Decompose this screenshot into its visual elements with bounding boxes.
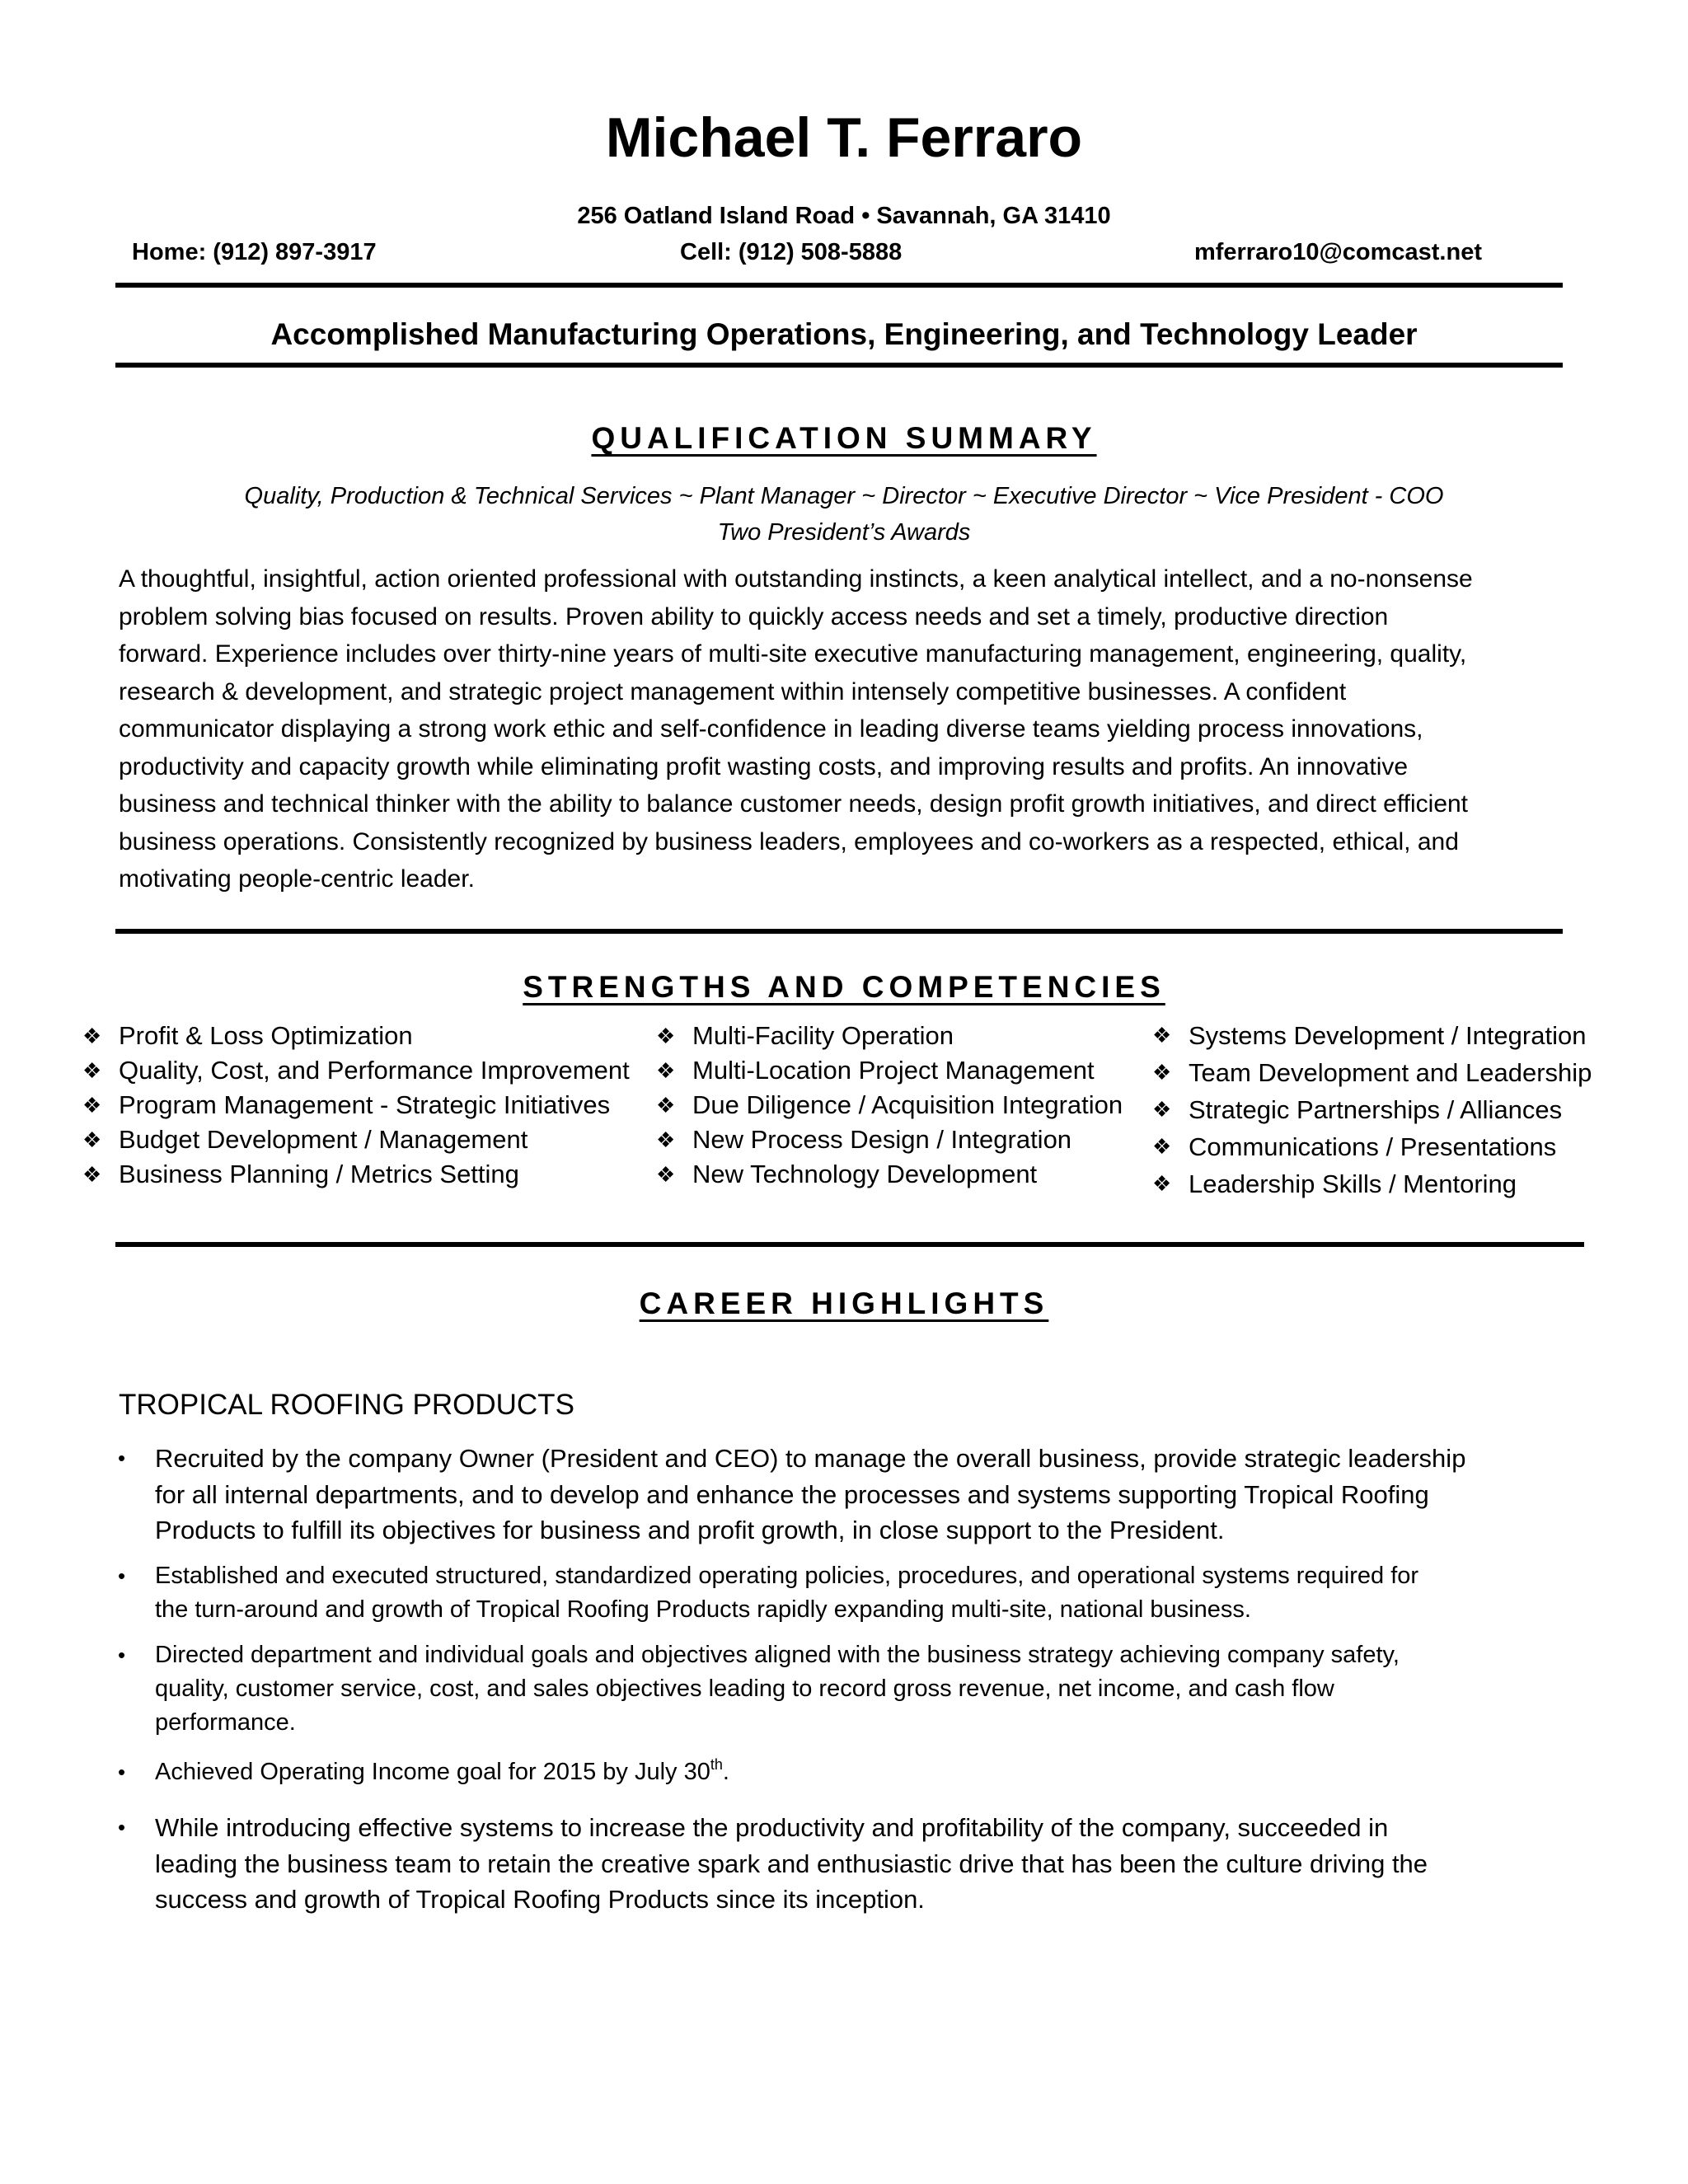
summary-paragraph xyxy=(119,560,1569,898)
bullet-icon: • xyxy=(118,1643,126,1667)
highlight-line: success and growth of Tropical Roofing Products since its inception. xyxy=(155,1885,925,1914)
highlight-line: Directed department and individual goals and objectives aligned with the business strategy achieving company safety, xyxy=(155,1642,1400,1668)
competency-item xyxy=(1152,1091,1592,1128)
competency-label: New Process Design / Integration xyxy=(692,1125,1072,1154)
highlight-line: the turn-around and growth of Tropical Roofing Products rapidly expanding multi-site, national business. xyxy=(155,1596,1251,1623)
candidate-name: Michael T. Ferraro xyxy=(605,106,1083,169)
awards-line: Two President’s Awards xyxy=(717,519,971,546)
diamond-bullet-icon: ❖ xyxy=(1152,1060,1172,1085)
competency-label: Multi-Location Project Management xyxy=(692,1056,1095,1085)
cell-phone: Cell: (912) 508-5888 xyxy=(680,239,903,265)
highlight-text: Achieved Operating Income goal for 2015 by July 30 xyxy=(155,1759,710,1785)
highlight-line: Recruited by the company Owner (President and CEO) to manage the overall business, provide strategic leadership xyxy=(155,1444,1466,1473)
diamond-bullet-icon: ❖ xyxy=(82,1058,102,1083)
competency-label: Multi-Facility Operation xyxy=(692,1021,954,1050)
highlight-item xyxy=(118,1638,1573,1740)
ordinal-suffix: th xyxy=(710,1756,723,1773)
professional-headline: Accomplished Manufacturing Operations, Engineering, and Technology Leader xyxy=(270,317,1418,351)
bullet-icon: • xyxy=(118,1563,126,1588)
highlight-item xyxy=(118,1755,1573,1789)
highlight-item xyxy=(118,1441,1573,1549)
summary-line: forward. Experience includes over thirty-nine years of multi-site executive manufacturing management, engineering, quality, xyxy=(119,640,1467,668)
summary-line: problem solving bias focused on results. Proven ability to quickly access needs and set a timely, productive direction xyxy=(119,602,1389,630)
career-highlights-heading xyxy=(0,1284,1688,1324)
competency-label: Due Diligence / Acquisition Integration xyxy=(692,1090,1123,1119)
competency-column-1 xyxy=(82,1019,630,1192)
summary-line: productivity and capacity growth while eliminating profit wasting costs, and improving results and profits. An innovative xyxy=(119,752,1409,780)
competency-column-2 xyxy=(656,1019,1123,1192)
strengths-heading xyxy=(0,968,1688,1007)
email-address[interactable]: mferraro10@comcast.net xyxy=(1193,239,1482,265)
diamond-bullet-icon: ❖ xyxy=(1152,1023,1172,1047)
competency-item xyxy=(82,1088,630,1122)
competency-item xyxy=(656,1088,1123,1122)
summary-line: business operations. Consistently recognized by business leaders, employees and co-workers as a respected, ethical, and xyxy=(119,827,1459,855)
highlight-item xyxy=(118,1559,1573,1627)
competency-label: Leadership Skills / Mentoring xyxy=(1189,1169,1517,1198)
section-heading-text: QUALIFICATION SUMMARY xyxy=(591,421,1097,455)
competency-label: Strategic Partnerships / Alliances xyxy=(1189,1095,1563,1124)
divider-rule xyxy=(115,1242,1584,1247)
highlight-line: Products to fulfill its objectives for business and profit growth, in close support to the President. xyxy=(155,1516,1225,1544)
divider-rule xyxy=(115,363,1563,368)
bullet-icon: • xyxy=(118,1760,126,1784)
competency-item xyxy=(82,1019,630,1053)
roles-line: Quality, Production & Technical Services ~ Plant Manager ~ Director ~ Executive Director ~ Vice President - COO xyxy=(244,483,1444,509)
highlight-line: leading the business team to retain the creative spark and enthusiastic drive that has been the culture driving the xyxy=(155,1849,1428,1878)
summary-line: communicator displaying a strong work ethic and self-confidence in leading diverse teams yielding process innovations, xyxy=(119,715,1423,743)
competency-item xyxy=(1152,1165,1592,1202)
bullet-icon: • xyxy=(118,1815,126,1840)
competency-label: Program Management - Strategic Initiatives xyxy=(119,1090,611,1119)
company-name: TROPICAL ROOFING PRODUCTS xyxy=(119,1389,574,1421)
competency-column-3 xyxy=(1152,1017,1592,1202)
summary-line: A thoughtful, insightful, action oriented professional with outstanding instincts, a keen analytical intellect, and a no-nonsense xyxy=(119,565,1473,593)
competency-item xyxy=(82,1157,630,1192)
divider-rule xyxy=(115,283,1563,288)
highlight-punctuation: . xyxy=(722,1759,729,1785)
highlight-line: quality, customer service, cost, and sales objectives leading to record gross revenue, net income, and cash flow xyxy=(155,1675,1334,1702)
diamond-bullet-icon: ❖ xyxy=(1152,1097,1172,1122)
qualification-summary-heading xyxy=(0,419,1688,458)
competency-item xyxy=(1152,1017,1592,1054)
competency-item xyxy=(1152,1054,1592,1091)
highlight-line: While introducing effective systems to increase the productivity and profitability of the company, succeeded in xyxy=(155,1813,1389,1842)
diamond-bullet-icon: ❖ xyxy=(1152,1134,1172,1159)
competency-label: Budget Development / Management xyxy=(119,1125,528,1154)
competency-label: Quality, Cost, and Performance Improvement xyxy=(119,1056,630,1085)
highlight-item xyxy=(118,1810,1573,1918)
competency-label: Team Development and Leadership xyxy=(1189,1058,1592,1087)
competency-item xyxy=(656,1019,1123,1053)
highlight-line: performance. xyxy=(155,1709,296,1736)
diamond-bullet-icon: ❖ xyxy=(656,1162,676,1187)
competency-item xyxy=(82,1053,630,1088)
highlight-line: Established and executed structured, standardized operating policies, procedures, and operational systems required for xyxy=(155,1563,1419,1589)
summary-line: motivating people-centric leader. xyxy=(119,865,475,893)
bullet-icon: • xyxy=(118,1446,126,1470)
diamond-bullet-icon: ❖ xyxy=(1152,1171,1172,1196)
diamond-bullet-icon: ❖ xyxy=(82,1127,102,1152)
competency-label: Communications / Presentations xyxy=(1189,1132,1557,1161)
highlight-line xyxy=(155,1755,1573,1789)
divider-rule xyxy=(115,929,1563,934)
section-heading-text: STRENGTHS AND COMPETENCIES xyxy=(523,970,1165,1004)
mailing-address: 256 Oatland Island Road • Savannah, GA 31410 xyxy=(577,203,1111,229)
competency-label: New Technology Development xyxy=(692,1160,1038,1188)
competency-label: Profit & Loss Optimization xyxy=(119,1021,413,1050)
competency-item xyxy=(656,1053,1123,1088)
section-heading-text: CAREER HIGHLIGHTS xyxy=(639,1286,1049,1320)
competency-item xyxy=(82,1122,630,1157)
diamond-bullet-icon: ❖ xyxy=(82,1024,102,1048)
competency-item xyxy=(1152,1128,1592,1165)
competency-label: Business Planning / Metrics Setting xyxy=(119,1160,519,1188)
competency-item xyxy=(656,1157,1123,1192)
diamond-bullet-icon: ❖ xyxy=(656,1127,676,1152)
diamond-bullet-icon: ❖ xyxy=(656,1058,676,1083)
diamond-bullet-icon: ❖ xyxy=(656,1024,676,1048)
home-phone: Home: (912) 897-3917 xyxy=(132,239,377,265)
highlight-line: for all internal departments, and to develop and enhance the processes and systems supporting Tropical Roofing xyxy=(155,1479,1429,1509)
diamond-bullet-icon: ❖ xyxy=(656,1093,676,1118)
competency-label: Systems Development / Integration xyxy=(1189,1021,1587,1050)
summary-line: research & development, and strategic project management within intensely competitive businesses. A confident xyxy=(119,677,1347,705)
competency-item xyxy=(656,1122,1123,1157)
diamond-bullet-icon: ❖ xyxy=(82,1093,102,1118)
summary-line: business and technical thinker with the ability to balance customer needs, design profit growth initiatives, and direct efficient xyxy=(119,790,1469,818)
diamond-bullet-icon: ❖ xyxy=(82,1162,102,1187)
